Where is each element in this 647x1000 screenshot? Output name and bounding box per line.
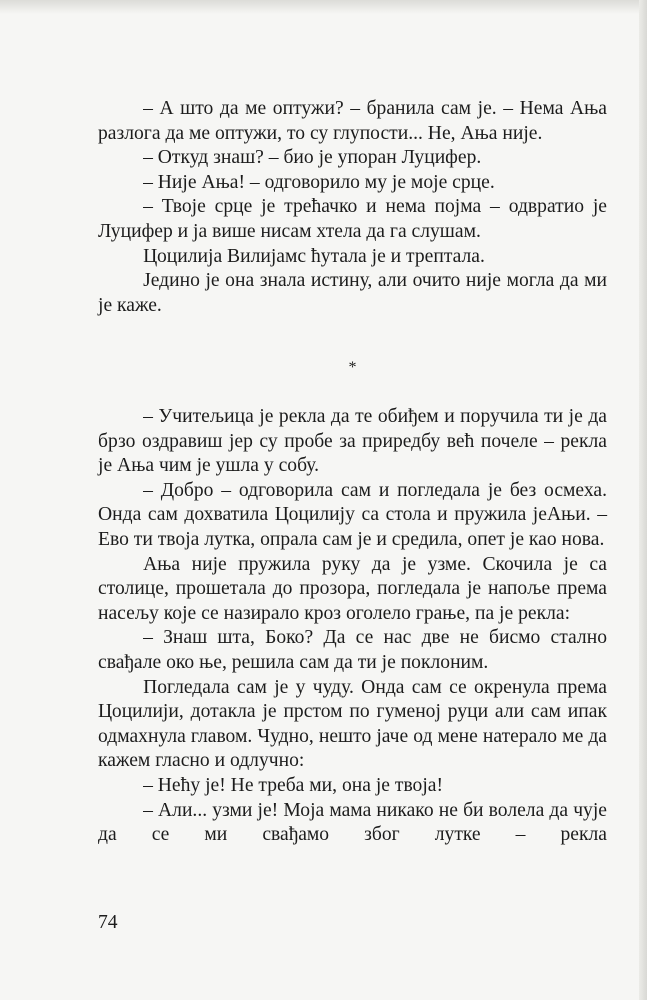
text-section-1 — [98, 97, 607, 318]
paragraph: Цоцилија Вилијамс ћутала је и трептала. — [143, 245, 485, 267]
paragraph: – Знаш шта, Боко? Да се нас две не бисмо стално свађале око ње, решила сам да ти је поклоним. — [98, 627, 607, 673]
page-top-shadow — [0, 0, 647, 14]
page-number: 74 — [98, 912, 118, 933]
page-right-edge — [639, 0, 647, 1000]
paragraph: – А што да ме оптужи? – бранила сам је. – Нема Ања разлога да ме оптужи, то су глупости... Не, Ања није. — [98, 98, 607, 144]
paragraph: – Твоје срце је трећачко и нема појма – одвратио је Луцифер и ја више нисам хтела да га слушам. — [98, 196, 607, 242]
section-separator: * — [348, 359, 357, 376]
paragraph: Једино је она знала истину, али очито није могла да ми је каже. — [98, 270, 607, 316]
text-section-2 — [98, 405, 607, 848]
paragraph: – Добро – одговорила сам и погледала је без осмеха. Онда сам дохватила Цоцилију са стола и пружила јеАњи. – Ево ти твоја лутка, опрала сам је и средила, опет је као нова. — [98, 479, 607, 550]
paragraph: – Откуд знаш? – био је упоран Луцифер. — [143, 147, 482, 169]
paragraph: – Али... узми је! Моја мама никако не би волела да чује да се ми свађамо због лутке – рекла — [98, 799, 607, 846]
paragraph: – Није Ања! – одговорило му је моје срце. — [143, 171, 495, 193]
paragraph: Погледала сам је у чуду. Онда сам се окренула према Цоцилији, дотакла је прстом по гуменој руци али сам ипак одмахнула главом. Чудно, нешто јаче од мене натерало ме да кажем гласно и одлучно: — [98, 676, 607, 772]
paragraph: – Нећу је! Не треба ми, она је твоја! — [143, 774, 444, 796]
paragraph: – Учитељица је рекла да те обиђем и поручила ти је да брзо оздравиш јер су пробе за приредбу већ почеле – рекла је Ања чим је ушла у собу. — [98, 406, 607, 477]
paragraph: Ања није пружила руку да је узме. Скочила је са столице, прошетала до прозора, погледала је напоље према насељу које се назирало кроз оголело грање, па је рекла: — [98, 553, 607, 624]
